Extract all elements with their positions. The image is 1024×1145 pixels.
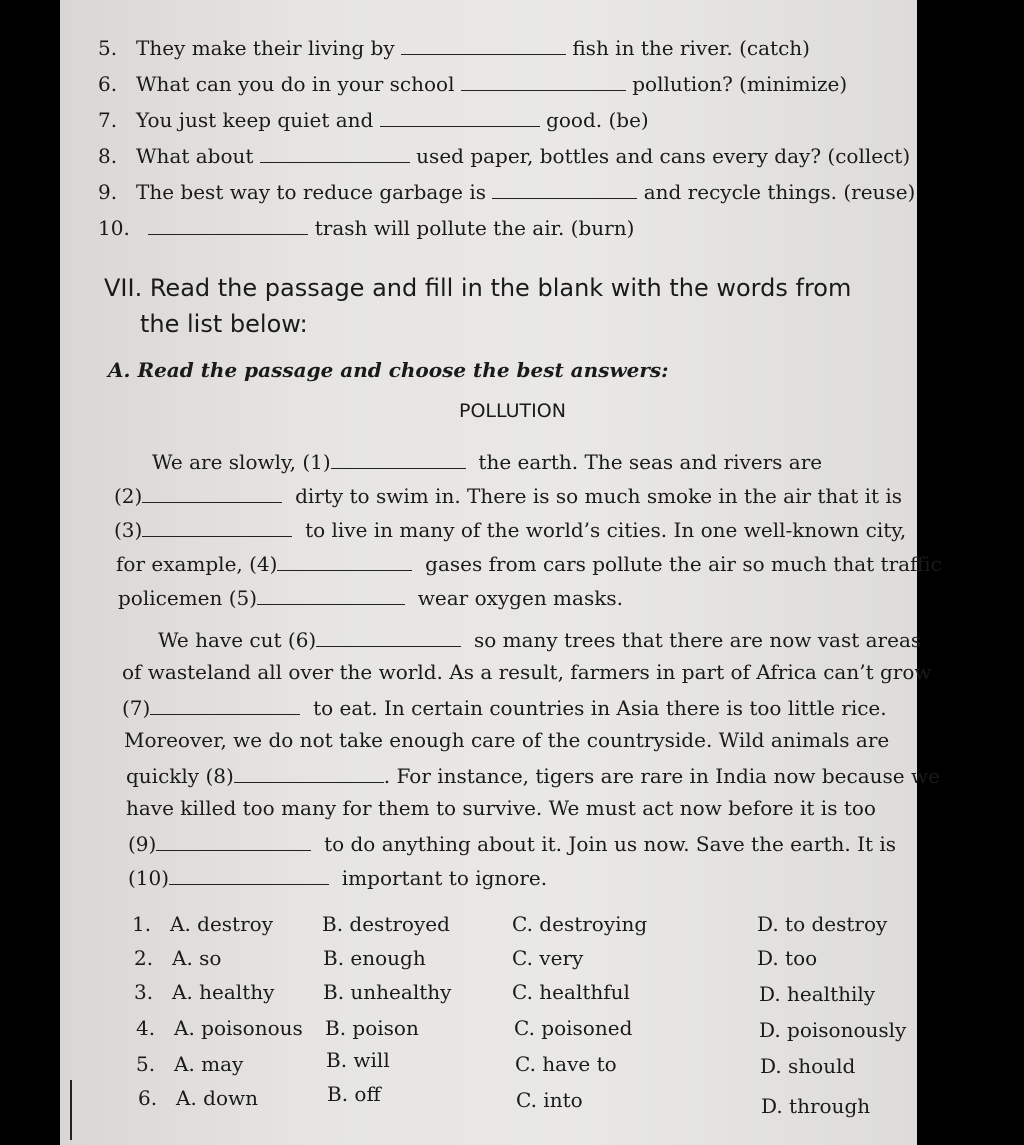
option-b[interactable]: B. destroyed (322, 912, 450, 936)
option-a[interactable]: A. healthy (172, 980, 275, 1004)
option-d[interactable]: D. to destroy (757, 912, 888, 936)
option-d[interactable]: D. too (757, 946, 818, 970)
question-text-after: good. (be) (546, 108, 649, 132)
passage-text: gases from cars pollute the air so much that traffic (425, 552, 942, 576)
answer-blank[interactable] (492, 178, 637, 199)
question-number: 6. (98, 72, 118, 96)
question-number: 10. (98, 216, 130, 240)
option-b[interactable]: B. off (327, 1082, 381, 1106)
margin-line (70, 1080, 72, 1140)
passage-text: wear oxygen masks. (417, 586, 623, 610)
option-number: 5. (136, 1052, 156, 1076)
passage-text: so many trees that there are now vast areas (473, 628, 922, 652)
option-a[interactable]: A. may (174, 1052, 244, 1076)
passage-line (116, 550, 942, 576)
answer-blank-4[interactable] (277, 550, 412, 571)
question-text-after: pollution? (minimize) (632, 72, 848, 96)
passage-line: Moreover, we do not take enough care of the countryside. Wild animals are (124, 728, 890, 752)
option-a[interactable]: A. poisonous (174, 1016, 303, 1040)
passage-line (158, 626, 921, 652)
question-text-before: They make their living by (136, 36, 395, 60)
option-c[interactable]: C. have to (515, 1052, 617, 1076)
passage-text: We have cut (6) (158, 628, 317, 652)
question-number: 9. (98, 180, 118, 204)
answer-blank[interactable] (148, 214, 308, 235)
passage-text: important to ignore. (341, 866, 548, 890)
answer-blank[interactable] (380, 106, 540, 127)
question-text-before: What can you do in your school (136, 72, 455, 96)
answer-blank-8[interactable] (234, 762, 384, 783)
exercise-line (98, 70, 847, 96)
answer-blank-1[interactable] (331, 448, 466, 469)
option-number: 4. (136, 1016, 156, 1040)
option-c[interactable]: C. very (512, 946, 584, 970)
section-heading: VII. Read the passage and fill in the blank with the words from (104, 274, 852, 302)
passage-line (118, 584, 623, 610)
question-number: 7. (98, 108, 118, 132)
option-d[interactable]: D. healthily (759, 982, 876, 1006)
question-text-after: and recycle things. (reuse) (643, 180, 916, 204)
passage-text: (7) (122, 696, 151, 720)
option-number: 3. (134, 980, 154, 1004)
option-c[interactable]: C. into (516, 1088, 583, 1112)
answer-blank[interactable] (461, 70, 626, 91)
passage-line (128, 864, 547, 890)
passage-text: quickly (8) (126, 764, 234, 788)
answer-blank-6[interactable] (316, 626, 461, 647)
option-d[interactable]: D. poisonously (759, 1018, 907, 1042)
option-c[interactable]: C. healthful (512, 980, 630, 1004)
passage-text: policemen (5) (118, 586, 258, 610)
passage-line (114, 516, 906, 542)
section-heading-continued: the list below: (140, 310, 308, 338)
option-b[interactable]: B. poison (325, 1016, 419, 1040)
passage-text: (10) (128, 866, 170, 890)
passage-line (152, 448, 822, 474)
answer-blank[interactable] (401, 34, 566, 55)
passage-text: the earth. The seas and rivers are (478, 450, 823, 474)
option-b[interactable]: B. enough (323, 946, 426, 970)
passage-text: (9) (128, 832, 157, 856)
passage-text: . For instance, tigers are rare in India now because we (383, 764, 940, 788)
answer-blank-9[interactable] (156, 830, 311, 851)
question-number: 8. (98, 144, 118, 168)
option-a[interactable]: A. so (172, 946, 222, 970)
worksheet-page (60, 0, 942, 1145)
answer-blank[interactable] (260, 142, 410, 163)
exercise-line (98, 178, 915, 204)
answer-blank-10[interactable] (169, 864, 329, 885)
passage-text: dirty to swim in. There is so much smoke in the air that it is (295, 484, 903, 508)
option-c[interactable]: C. poisoned (514, 1016, 633, 1040)
passage-line (114, 482, 902, 508)
option-number: 1. (132, 912, 152, 936)
option-number: 2. (134, 946, 154, 970)
answer-blank-7[interactable] (150, 694, 300, 715)
question-text-after: used paper, bottles and cans every day? (collect) (416, 144, 911, 168)
question-text-after: fish in the river. (catch) (572, 36, 810, 60)
question-text-after: trash will pollute the air. (burn) (314, 216, 635, 240)
passage-title: POLLUTION (459, 400, 566, 422)
answer-blank-3[interactable] (142, 516, 292, 537)
answer-blank-5[interactable] (257, 584, 405, 605)
passage-text: to live in many of the world’s cities. In one well-known city, (305, 518, 907, 542)
passage-line (128, 830, 896, 856)
passage-text: for example, (4) (116, 552, 278, 576)
exercise-line (98, 106, 649, 132)
passage-text: (3) (114, 518, 143, 542)
exercise-line (98, 142, 910, 168)
answer-blank-2[interactable] (142, 482, 282, 503)
passage-line (126, 762, 940, 788)
option-b[interactable]: B. will (326, 1048, 390, 1072)
question-number: 5. (98, 36, 118, 60)
passage-text: We are slowly, (1) (152, 450, 331, 474)
passage-line: of wasteland all over the world. As a result, farmers in part of Africa can’t grow (122, 660, 932, 684)
exercise-line (98, 214, 634, 240)
option-number: 6. (138, 1086, 158, 1110)
option-a[interactable]: A. down (176, 1086, 259, 1110)
question-text-before: You just keep quiet and (136, 108, 374, 132)
section-subheading: A. Read the passage and choose the best answers: (108, 358, 669, 382)
passage-line (122, 694, 887, 720)
passage-line: have killed too many for them to survive. We must act now before it is too (126, 796, 876, 820)
passage-text: (2) (114, 484, 143, 508)
passage-text: to eat. In certain countries in Asia there is too little rice. (313, 696, 887, 720)
option-c[interactable]: C. destroying (512, 912, 648, 936)
passage-text: to do anything about it. Join us now. Save the earth. It is (324, 832, 897, 856)
option-d[interactable]: D. through (761, 1094, 871, 1118)
option-d[interactable]: D. should (760, 1054, 856, 1078)
option-b[interactable]: B. unhealthy (323, 980, 452, 1004)
question-text-before: What about (136, 144, 254, 168)
option-a[interactable]: A. destroy (170, 912, 273, 936)
question-text-before: The best way to reduce garbage is (136, 180, 486, 204)
exercise-line (98, 34, 810, 60)
